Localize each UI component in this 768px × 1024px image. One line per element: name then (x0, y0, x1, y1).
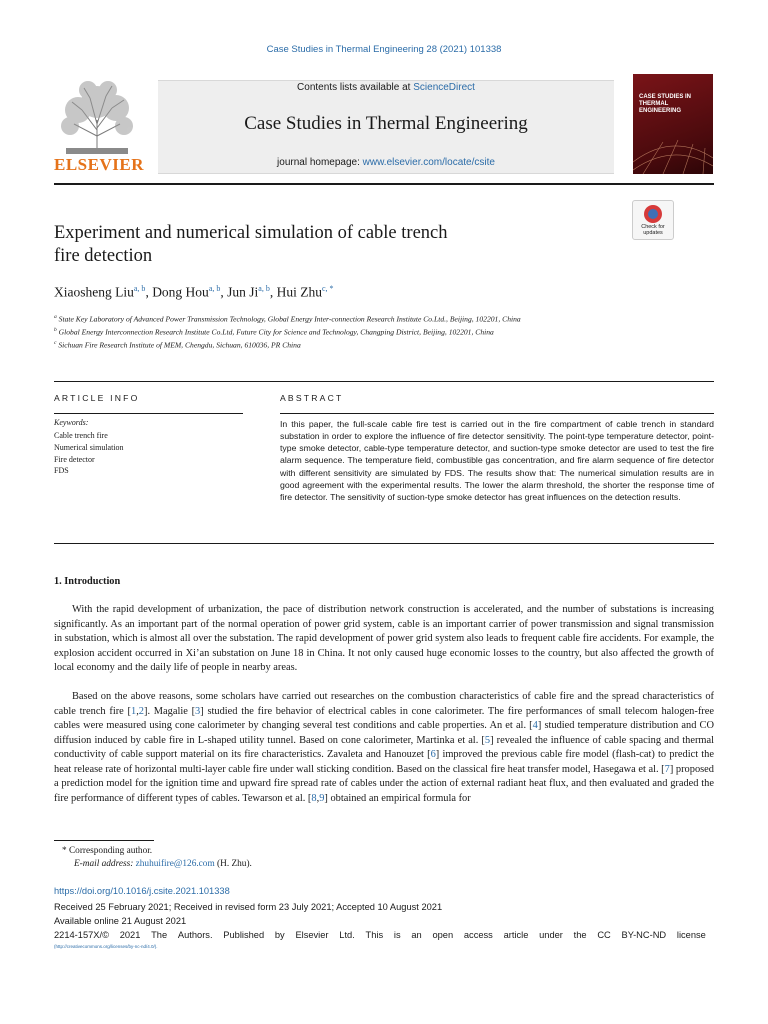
keyword: Numerical simulation (54, 442, 124, 452)
paragraph-text: ] revealed the influence of cable spacing and thermal conductivity of cable support material on its fire characteristics. Zavaleta and Hanouzet [ (54, 734, 714, 761)
license-word: 2021 (119, 930, 141, 940)
citation-link[interactable]: 2 (138, 705, 144, 717)
homepage-link[interactable]: www.elsevier.com/locate/csite (362, 157, 495, 168)
author-name: Dong Hou (152, 284, 209, 300)
license-word: access (463, 930, 493, 940)
author-name: Hui Zhu (276, 284, 322, 300)
citation-link[interactable]: 7 (664, 763, 670, 775)
check-for-updates-label: Check for updates (641, 224, 665, 236)
license-word: by (274, 930, 285, 940)
title-line: fire detection (54, 246, 153, 266)
license-word: 2214-157X/© (54, 930, 109, 940)
contents-prefix: Contents lists available at (297, 82, 411, 93)
title-line: Experiment and numerical simulation of cable trench (54, 223, 448, 243)
footnote-rule (54, 840, 154, 841)
license-word: BY-NC-ND (621, 930, 667, 940)
affiliation-text: State Key Laboratory of Advanced Power Transmission Technology, Global Energy Inter-connection Research Institute Co.Ltd., Beijing, 102201, China (58, 314, 521, 324)
author-separator: , (220, 284, 224, 300)
abstract-text: In this paper, the full-scale cable fire test is carried out in the fire compartment of cable trench in standard substation in order to explore the influence of fire detector sensitivity. The point-type temperature detector, point-type smoke detector, cable-type temperature detector, and suction-type smoke detector are used to test the fire alarm sequence. The temperature field, combustible gas concentration, and fire alarm sequence of fire detector with different sensitivity are simulated by FDS. The results show that: The numerical simulation results are in good agreement with the experimental results. The lower the alarm threshold, the shorter the response time of fire detector. The sensitivity of suction-type smoke detector has great influences on the detection results. (280, 419, 714, 502)
citation-link[interactable]: 1 (130, 705, 137, 717)
paragraph-text: ] studied the fire behavior of electrical cables in cone calorimeter. The fire performances of small telecom halogen-free cables were measured using cone calorimeter by changing several test conditions and cable properties. An et al. [ (54, 705, 714, 732)
journal-cover-image (633, 74, 713, 174)
corresponding-text: Corresponding author. (68, 846, 153, 856)
paragraph-text: , (136, 705, 139, 717)
introduction-heading: 1. Introduction (54, 576, 121, 587)
license-word: an (411, 930, 422, 940)
paragraph-text: ]. Magalie [ (144, 705, 196, 717)
journal-title: Case Studies in Thermal Engineering (244, 113, 528, 134)
license-word: CC (597, 930, 611, 940)
paper-title (54, 222, 554, 268)
license-word: The (151, 930, 168, 940)
abstract-rule (280, 413, 714, 414)
corresponding-mark: * (62, 846, 67, 856)
homepage-prefix: journal homepage: (277, 157, 360, 168)
paragraph-text: Based on the above reasons, some scholars have carried out researches on the combustion characteristics of cable fire and the spread characteristics of cable trench fire [ (54, 691, 714, 717)
email-label: E-mail address: (74, 859, 134, 869)
license-word: Ltd. (339, 930, 355, 940)
license-word: Authors. (177, 930, 213, 940)
author-list (54, 284, 334, 301)
affiliation-text: Sichuan Fire Research Institute of MEM, Chengdu, Sichuan, 610036, PR China (58, 340, 301, 350)
license-word: under (539, 930, 563, 940)
license-url-link[interactable]: (http://creativecommons.org/licenses/by-nc-nd/4.0/). (54, 944, 158, 949)
article-info-heading: ARTICLE INFO (54, 393, 140, 403)
citation-link[interactable]: 6 (430, 749, 436, 761)
author-affiliation-mark[interactable]: a, b (208, 284, 221, 293)
author-separator: , (145, 284, 149, 300)
affiliation (54, 312, 624, 325)
contents-line (158, 82, 614, 93)
journal-homepage (158, 157, 614, 168)
abstract-heading: ABSTRACT (280, 393, 344, 403)
article-info-rule (54, 413, 243, 414)
author-affiliation-mark[interactable]: a, b (258, 284, 270, 293)
author-name: Xiaosheng Liu (54, 284, 134, 300)
affiliation-mark: a (54, 314, 57, 320)
paragraph-text: ] studied temperature distribution and CO diffusion induced by cable fire in L-shaped utility tunnel. Based on cone calorimeter, Martinka et al. [ (54, 720, 714, 746)
cover-title: CASE STUDIES IN THERMAL ENGINEERING (639, 94, 692, 114)
elsevier-wordmark: ELSEVIER (54, 155, 144, 174)
citation-link[interactable]: 5 (484, 734, 491, 746)
license-word: Elsevier (295, 930, 329, 940)
license-word: open (432, 930, 454, 940)
affiliation-mark: b (54, 327, 57, 334)
citation-link[interactable]: 4 (532, 720, 538, 732)
citation-link[interactable]: 3 (195, 705, 201, 717)
affiliation (54, 325, 624, 338)
journal-reference[interactable]: Case Studies in Thermal Engineering 28 (2021) 101338 (266, 44, 502, 55)
paragraph-text: ] proposed a prediction model for the ignition time and upward fire spread rate of cables under the action of external radiant heat flux, and then evaluated and graded the fire performance of different types of cables. Tewarson et al. [ (54, 763, 714, 804)
keyword: Cable trench fire (54, 431, 108, 440)
keyword: FDS (54, 466, 69, 476)
abstract-bottom-rule (54, 543, 714, 544)
sciencedirect-link[interactable]: ScienceDirect (413, 82, 475, 93)
available-online: Available online 21 August 2021 (54, 916, 187, 926)
author-affiliation-mark[interactable]: c, * (321, 284, 334, 293)
author-name: Jun Ji (227, 284, 259, 300)
license-word: is (393, 930, 401, 940)
affiliation-list (54, 312, 624, 351)
license-word: license (676, 930, 706, 940)
affiliation-mark: c (54, 340, 57, 347)
license-word: the (573, 930, 587, 940)
affiliation-text: Global Energy Interconnection Research Institute Co.Ltd, Future City for Science and Technology, Changping District, Beijing, 102201, China (58, 327, 494, 337)
received-dates: Received 25 February 2021; Received in revised form 23 July 2021; Accepted 10 August 2021 (54, 902, 443, 912)
citation-link[interactable]: 8 (311, 792, 317, 804)
license-statement (54, 930, 706, 940)
author-affiliation-mark[interactable]: a, b (133, 284, 146, 293)
license-word: article (503, 930, 529, 940)
keywords-label: Keywords: (54, 418, 89, 427)
keyword: Fire detector (54, 454, 95, 464)
paragraph-text: , (316, 792, 320, 804)
citation-link[interactable]: 9 (319, 792, 325, 804)
license-word: Published (223, 930, 265, 940)
paragraph-text: ] obtained an empirical formula for (324, 792, 471, 804)
license-word: This (365, 930, 384, 940)
header-rule (54, 183, 714, 185)
crossmark-icon (644, 205, 662, 223)
email-suffix: (H. Zhu). (217, 859, 252, 869)
introduction-paragraph-1: With the rapid development of urbanization, the pace of distribution network construction is accelerated, and the number of substations is increasing significantly. As an important part of the normal operation of power grid system, cable is an important carrier of power transmission and signal transmission in substation, which is almost all over the substation. The rapid development of power grid system also leads to frequent cable fire accidents. For example, the explosion accident occurred in Xi’an substation on June 18 in China. It not only caused huge economic losses to the country, but also affected the growth of local economy and the daily life of people in nearby areas. (54, 604, 714, 674)
check-for-updates-button[interactable] (632, 200, 674, 240)
email-note (74, 859, 252, 869)
author-separator: , (269, 284, 274, 300)
doi-link[interactable]: https://doi.org/10.1016/j.csite.2021.101338 (54, 886, 230, 896)
keyword-list (54, 430, 124, 477)
email-link[interactable]: zhuhuifire@126.com (135, 859, 215, 869)
corresponding-author-note (62, 846, 152, 856)
affiliation (54, 338, 624, 351)
introduction-paragraph-2 (54, 690, 714, 806)
paragraph-text: ] improved the previous cable fire model (flash-cat) to predict the heat release rate of horizontal multi-layer cable fire under wall sticking condition. Based on the classical fire heat transfer model, Hasegawa et al. [ (54, 749, 714, 775)
section-rule (54, 381, 714, 382)
